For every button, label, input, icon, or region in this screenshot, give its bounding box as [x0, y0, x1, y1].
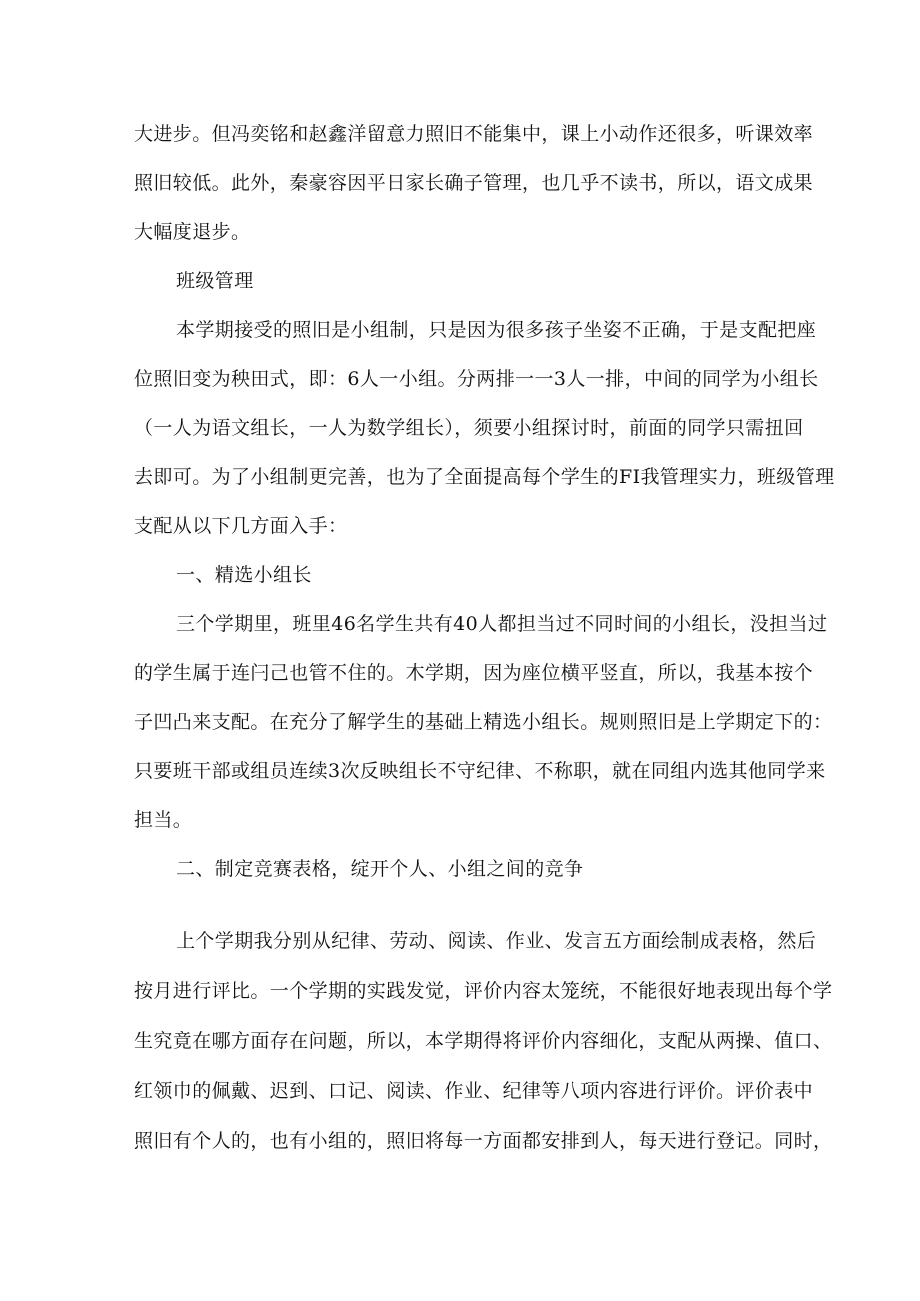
- paragraph-line: 本学期接受的照旧是小组制，只是因为很多孩子坐姿不正确，于是支配把座: [176, 319, 817, 341]
- paragraph-line: 位照旧变为秧田式，即：6人一小组。分两排一一3人一排，中间的同学为小组长: [134, 368, 819, 390]
- paragraph-line: 的学生属于连闩己也管不住的。木学期，因为座位横平竖直，所以，我基本按个: [134, 662, 814, 684]
- section-heading: 班级管理: [176, 270, 254, 292]
- paragraph-line: 支配从以下几方面入手：: [134, 515, 348, 537]
- paragraph-line: 去即可。为了小组制更完善，也为了全面提高每个学生的FI我管理实力，班级管理: [134, 466, 835, 488]
- paragraph-line: 只要班干部或组员连续3次反映组长不守纪律、不称职，就在同组内选其他同学来: [134, 760, 826, 782]
- paragraph-line: 生究竟在哪方面存在问题，所以，本学期得将评价内容细化，支配从两操、值口、: [134, 1030, 833, 1052]
- subsection-heading: 二、制定竞赛表格，绽开个人、小组之间的竞争: [176, 858, 584, 880]
- paragraph-line: 子凹凸来支配。在充分了解学生的基础上精选小组长。规则照旧是上学期定下的：: [134, 711, 833, 733]
- paragraph-line: 照旧有个人的，也有小组的，照旧将每一方面都安排到人，每天进行登记。同时，: [134, 1130, 833, 1152]
- subsection-heading: 一、精选小组长: [176, 564, 312, 586]
- paragraph-line: 担当。: [134, 809, 193, 831]
- paragraph-line: 大幅度退步。: [134, 221, 251, 243]
- paragraph-line: 红领巾的佩戴、迟到、口记、阅读、作业、纪律等八项内容进行评价。评价表中: [134, 1080, 814, 1102]
- paragraph-line: 照旧较低。此外，秦豪容因平日家长确子管理，也几乎不读书，所以，语文成果: [134, 172, 814, 194]
- paragraph-line: 大进步。但冯奕铭和赵鑫洋留意力照旧不能集中，课上小动作还很多，听课效率: [134, 123, 814, 145]
- paragraph-line: 三个学期里，班里46名学生共有40人都担当过不同时间的小组长，没担当过: [176, 613, 828, 635]
- paragraph-line: 按月进行评比。一个学期的实践发觉，评价内容太笼统，不能很好地表现出每个学: [134, 980, 833, 1002]
- paragraph-line: 上个学期我分别从纪律、劳动、阅读、作业、发言五方面绘制成表格，然后: [176, 930, 817, 952]
- paragraph-line: （一人为语文组长，一人为数学组长），须要小组探讨时，前面的同学只需扭回: [134, 417, 804, 439]
